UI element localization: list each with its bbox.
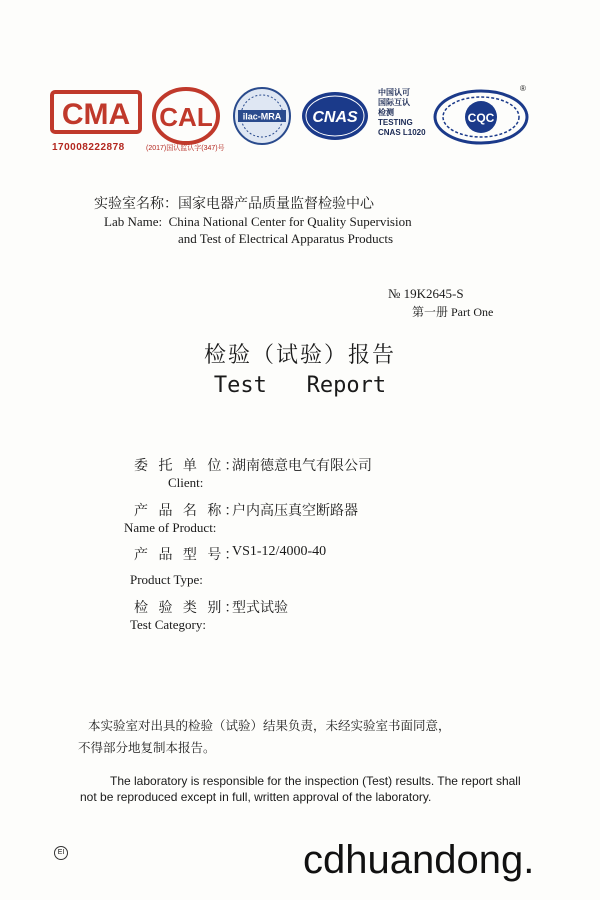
lab-name-en xyxy=(104,214,412,230)
ilac-mark-text: ilac-MRA xyxy=(242,111,282,122)
statement-en-line2: not be reproduced except in full, written approval of the laboratory. xyxy=(80,790,432,804)
lab-name-cn-value: 国家电器产品质量监督检验中心 xyxy=(178,196,374,212)
ilac-mra-logo xyxy=(232,86,292,146)
client-label-en: Client: xyxy=(168,475,204,490)
cnas-text-line: 国际互认 xyxy=(378,98,410,107)
registered-mark: ® xyxy=(520,84,526,93)
cma-logo xyxy=(50,86,142,136)
lab-name-cn xyxy=(94,193,374,213)
corner-mark-text: EI xyxy=(54,846,68,860)
cnas-accreditation-text xyxy=(378,88,426,138)
cnas-mark-text: CNAS xyxy=(312,109,358,126)
lab-name-cn-label: 实验室名称： xyxy=(94,196,178,212)
report-number-value: 19K2645-S xyxy=(403,286,464,301)
cnas-text-line: 检测 xyxy=(378,108,394,117)
lab-name-en-label: Lab Name: xyxy=(104,214,163,229)
client-label-cn: 委 托 单 位： xyxy=(134,458,242,474)
report-volume: 第一册 Part One xyxy=(412,305,494,319)
statement-cn-line2: 不得部分地复制本报告。 xyxy=(78,740,216,755)
product-type-label-cn: 产 品 型 号： xyxy=(134,547,242,563)
product-name-label-en: Name of Product: xyxy=(124,520,217,535)
product-name-value: 户内高压真空断路器 xyxy=(232,503,358,519)
report-number xyxy=(388,286,464,302)
cnas-text-line: CNAS L1020 xyxy=(378,128,426,137)
statement-cn-line1: 本实验室对出具的检验（试验）结果负责，未经实验室书面同意， xyxy=(88,718,451,733)
cnas-logo xyxy=(300,90,370,142)
test-category-value: 型式试验 xyxy=(232,600,288,616)
cnas-text-line: TESTING xyxy=(378,118,413,127)
watermark-text: cdhuandong. xyxy=(303,838,535,882)
cqc-logo xyxy=(432,88,530,146)
product-type-label-en: Product Type: xyxy=(130,572,203,587)
cal-number: (2017)国认监认字(347)号 xyxy=(146,145,225,152)
report-title-en: Test Report xyxy=(213,373,387,398)
statement-en-line1: The laboratory is responsible for the inspection (Test) results. The report shall xyxy=(110,774,521,788)
cqc-mark-text: CQC xyxy=(467,111,495,125)
report-title-cn: 检验（试验）报告 xyxy=(203,343,396,368)
test-category-label-en: Test Category: xyxy=(130,617,206,632)
cnas-text-line: 中国认可 xyxy=(378,88,410,97)
lab-name-en-line2: and Test of Electrical Apparatus Products xyxy=(178,231,394,246)
cma-number: 170008222878 xyxy=(52,142,125,153)
corner-mark xyxy=(54,846,68,860)
client-value: 湖南德意电气有限公司 xyxy=(232,458,372,474)
cal-logo xyxy=(150,86,222,146)
cma-mark-text: CMA xyxy=(61,98,131,131)
product-type-value: VS1-12/4000-40 xyxy=(232,544,327,559)
product-name-label-cn: 产 品 名 称： xyxy=(134,503,242,519)
report-number-label: № xyxy=(388,286,401,301)
test-category-label-cn: 检 验 类 别： xyxy=(134,600,242,616)
cal-mark-text: CAL xyxy=(159,102,213,132)
lab-name-en-line1: China National Center for Quality Supervision xyxy=(168,214,412,229)
